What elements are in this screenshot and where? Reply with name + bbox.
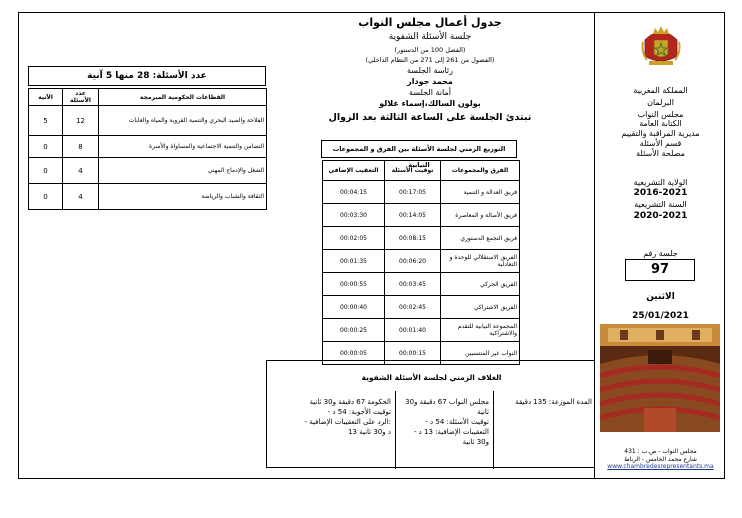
house-column xyxy=(395,391,493,469)
table-row xyxy=(323,181,520,204)
constitution-ref: (الفصل 100 من الدستور) xyxy=(394,46,466,54)
service-label: مصلحة الأسئلة xyxy=(636,149,685,158)
table-row xyxy=(29,158,267,184)
year-label: السنة التشريعية xyxy=(634,200,687,209)
footer xyxy=(597,448,724,471)
global-time-box xyxy=(266,360,595,468)
cell-count: 4 xyxy=(63,158,99,184)
col-sector: القطاعات الحكومية المبرمجة xyxy=(99,89,267,106)
sidebar xyxy=(594,12,725,479)
royal-crest-icon xyxy=(639,22,683,68)
table-row xyxy=(323,273,520,296)
gov-answers: - توقيت الأجوبة: 54 د xyxy=(327,408,391,416)
secretariat-label: أمانة الجلسة xyxy=(409,88,451,97)
hemicycle-photo xyxy=(600,324,720,432)
col-questions: توقيت الأسئلة xyxy=(385,161,441,181)
table-row xyxy=(323,250,520,273)
cell-questions: 00:01:40 xyxy=(385,319,441,342)
cell-group: الفريق الحركي xyxy=(441,273,520,296)
cell-questions: 00:14:05 xyxy=(385,204,441,227)
cell-followup: 00:02:05 xyxy=(323,227,385,250)
cell-urgent: 0 xyxy=(29,158,63,184)
cell-group: فريق التجمع الدستوري xyxy=(441,227,520,250)
house-followups: - التعقيبات الإضافية: 13 د xyxy=(413,428,489,436)
session-date: 25/01/2021 xyxy=(632,311,689,321)
house-total: مجلس النواب 67 دقيقة و30 ثانية xyxy=(405,398,489,416)
table-row xyxy=(323,204,520,227)
parliament-label: البرلمان xyxy=(647,98,674,107)
cell-sector: الشغل والإدماج المهني xyxy=(99,158,267,184)
cell-count: 4 xyxy=(63,184,99,210)
term-label: الولاية التشريعية xyxy=(633,178,688,187)
session-number: 97 xyxy=(625,259,695,281)
cell-group: فريق الأصالة و المعاصرة xyxy=(441,204,520,227)
cell-urgent: 0 xyxy=(29,184,63,210)
cell-followup: 00:00:25 xyxy=(323,319,385,342)
cell-questions: 00:06:20 xyxy=(385,250,441,273)
cell-questions: 00:08:15 xyxy=(385,227,441,250)
cell-questions: 00:00:15 xyxy=(385,342,441,365)
term-value: 2016-2021 xyxy=(633,188,688,198)
cell-urgent: 5 xyxy=(29,106,63,136)
table-row xyxy=(323,227,520,250)
total-column xyxy=(493,391,596,469)
gov-replies-duration: 13 د و30 ثانية xyxy=(348,428,391,436)
session-day: الاثنين xyxy=(646,292,675,302)
table-header-row xyxy=(323,161,520,181)
gov-total: الحكومة 67 دقيقة و30 ثانية xyxy=(309,398,391,406)
kingdom-label: المملكة المغربية xyxy=(633,86,688,95)
col-count: عدد الأسئلة xyxy=(63,89,99,106)
table-row xyxy=(323,296,520,319)
cell-followup: 00:00:40 xyxy=(323,296,385,319)
cell-questions: 00:03:45 xyxy=(385,273,441,296)
cell-group: النواب غير المنتسبين xyxy=(441,342,520,365)
table-row xyxy=(29,106,267,136)
cell-sector: التضامن والتنمية الاجتماعية والمساواة والأسرة xyxy=(99,136,267,158)
cell-followup: 00:01:35 xyxy=(323,250,385,273)
footer-address1: مجلس النواب - ص.ب : 431 xyxy=(624,448,697,455)
cell-followup: 00:00:05 xyxy=(323,342,385,365)
col-group: الفرق والمجموعات xyxy=(441,161,520,181)
footer-url-link[interactable]: www.chambredesrepresentants.ma xyxy=(607,463,714,470)
cell-group: المجموعة النيابية للتقدم والاشتراكية xyxy=(441,319,520,342)
secretaries-names: بولون السالك،إسماء غلالو xyxy=(379,99,481,108)
cell-group: الفريق الاشتراكي xyxy=(441,296,520,319)
house-questions: - توقيت الأسئلة: 54 د xyxy=(425,418,489,426)
table-row xyxy=(323,319,520,342)
col-urgent: الآنية xyxy=(29,89,63,106)
cell-sector: الثقافة والشباب والرياضة xyxy=(99,184,267,210)
year-value: 2020-2021 xyxy=(633,211,688,221)
rules-ref: (الفصول من 261 إلى 271 من النظام الداخلي) xyxy=(365,56,495,64)
questions-count: عدد الأسئلة: 28 منها 5 آنية xyxy=(28,66,266,86)
cell-group: فريق العدالة و التنمية xyxy=(441,181,520,204)
cell-urgent: 0 xyxy=(29,136,63,158)
secretariat-label: الكتابة العامة xyxy=(639,119,682,128)
page-title: جدول أعمال مجلس النواب xyxy=(358,16,502,29)
cell-count: 8 xyxy=(63,136,99,158)
distribution-caption: التوزيع الزمني لجلسة الأسئلة بين الفرق و المجموعات النيابية xyxy=(321,140,517,158)
total-duration: المدة الموزعة: 135 دقيقة xyxy=(515,398,592,406)
cell-followup: 00:00:55 xyxy=(323,273,385,296)
house-label: مجلس النواب xyxy=(637,110,684,119)
distribution-table xyxy=(322,160,520,365)
gov-replies: - الرد على التعقيبات الإضافية: xyxy=(304,418,391,426)
house-followups-duration: و30 ثانية xyxy=(462,438,489,446)
cell-followup: 00:03:30 xyxy=(323,204,385,227)
session-number-label: جلسة رقم xyxy=(643,249,678,258)
cell-count: 12 xyxy=(63,106,99,136)
directorate-label: مديرية المراقبة والتقييم xyxy=(621,129,700,138)
col-followup: التعقيب الإضافي xyxy=(323,161,385,181)
president-name: محمد جودار xyxy=(407,77,453,86)
table-header-row xyxy=(29,89,267,106)
table-row xyxy=(29,136,267,158)
cell-sector: الفلاحة والصيد البحري والتنمية القروية والمياه والغابات xyxy=(99,106,267,136)
government-column xyxy=(267,391,395,469)
cell-questions: 00:17:05 xyxy=(385,181,441,204)
footer-address2: شارع محمد الخامس - الرباط xyxy=(624,455,697,463)
cell-questions: 00:02:45 xyxy=(385,296,441,319)
session-type: جلسة الأسئلة الشفوية xyxy=(388,32,472,42)
sectors-table xyxy=(28,88,267,210)
start-time: تبتدئ الجلسة على الساعة الثالثة بعد الزوال xyxy=(328,112,532,123)
table-row xyxy=(29,184,267,210)
cell-group: الفريق الاستقلالي للوحدة و التعادلية xyxy=(441,250,520,273)
division-label: قسم الأسئلة xyxy=(639,139,682,148)
global-time-title: الغلاف الزمني لجلسة الأسئلة الشفوية xyxy=(361,373,502,382)
cell-followup: 00:04:15 xyxy=(323,181,385,204)
presidency-label: رئاسة الجلسة xyxy=(407,66,453,75)
